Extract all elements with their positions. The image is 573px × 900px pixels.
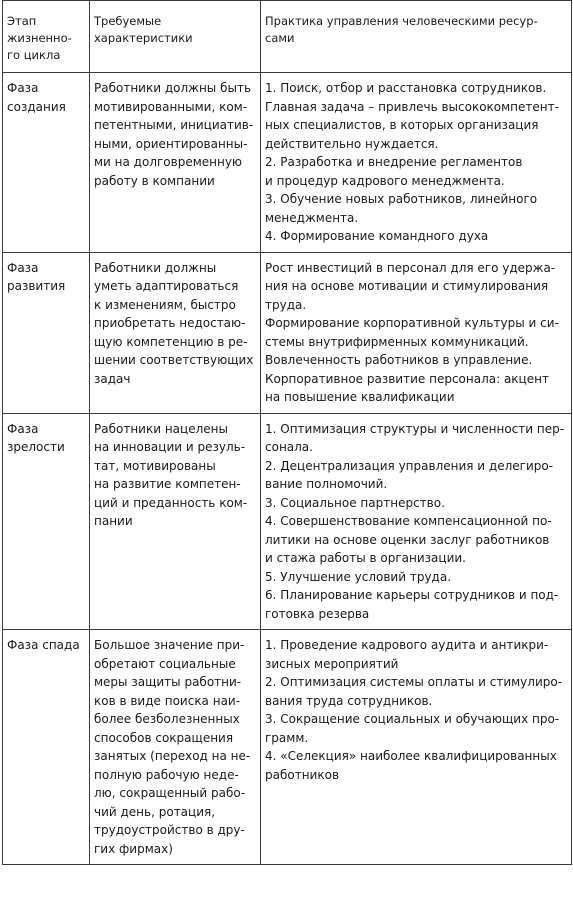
text-line: и процедур кадрового менеджмента.	[265, 173, 505, 188]
text-line: зисных мероприятий	[265, 656, 399, 671]
traits-cell	[90, 630, 261, 865]
traits-cell	[90, 73, 261, 253]
text-line: к изменениям, быстро	[94, 297, 236, 312]
text-line: меры защиты работни-	[94, 675, 242, 689]
text-line: тат, мотивированы	[94, 458, 216, 473]
table-row	[3, 252, 572, 413]
text-line: более безболезненных	[94, 712, 240, 726]
text-line: щую компетенцию в ре-	[94, 334, 248, 349]
text-line: стемы внутрифирменных коммуникаций.	[265, 334, 529, 349]
text-line: на инновации и резуль-	[94, 440, 246, 454]
text-line: на развитие компетен-	[94, 477, 241, 491]
text-line: Вовлеченность работников в управление.	[265, 353, 533, 367]
text-line: ций и преданность ком-	[94, 495, 248, 510]
text-line: менеджмента.	[265, 210, 359, 225]
practice-cell	[261, 630, 572, 865]
header-practice	[261, 1, 572, 73]
text-line: сонала.	[265, 440, 313, 454]
table-header	[3, 1, 572, 73]
text-line: Формирование корпоративной культуры и си-	[265, 316, 559, 330]
text-line: Работники нацелены	[94, 421, 228, 436]
text-line: Этап	[7, 14, 37, 28]
text-line: 1. Проведение кадрового аудита и антикри-	[265, 638, 549, 652]
stage-cell	[3, 252, 90, 413]
text-line: уметь адаптироваться	[94, 279, 239, 293]
text-line: ных специалистов, в которых организация	[265, 118, 539, 132]
practice-cell	[261, 73, 572, 253]
text-line: обретают социальные	[94, 656, 236, 671]
text-line: ков в виде поиска наи-	[94, 693, 241, 708]
text-line: 3. Обучение новых работников, линейного	[265, 192, 538, 206]
text-line: ния на основе мотивации и стимулирования	[265, 279, 549, 293]
text-line: мотивированными, ком-	[94, 99, 248, 114]
stage-cell	[3, 630, 90, 865]
table-row	[3, 73, 572, 253]
text-line: 3. Сокращение социальных и обучающих про-	[265, 712, 560, 726]
header-stage	[3, 1, 90, 73]
text-line: Работники должны быть	[94, 81, 252, 95]
text-line: и стажа работы в организации.	[265, 551, 466, 565]
text-line: вания труда сотрудников.	[265, 693, 433, 708]
text-line: действительно нуждается.	[265, 136, 439, 151]
text-line: го цикла	[7, 48, 61, 62]
text-line: ными, ориентированны-	[94, 136, 248, 151]
traits-cell	[90, 252, 261, 413]
text-line: Фаза	[7, 260, 39, 275]
text-line: работников	[265, 767, 340, 782]
text-line: 2. Оптимизация системы оплаты и стимулиро-	[265, 675, 563, 689]
text-line: занятых (переход на не-	[94, 749, 251, 763]
text-line: чий день, ротация,	[94, 804, 216, 819]
text-line: Работники должны	[94, 260, 217, 275]
text-line: 2. Децентрализация управления и делегиро-	[265, 458, 554, 473]
text-line: сами	[265, 31, 295, 45]
text-line: характеристики	[94, 31, 193, 45]
text-line: Фаза	[7, 421, 39, 436]
text-line: труда.	[265, 297, 307, 312]
practice-cell	[261, 413, 572, 630]
stage-cell	[3, 413, 90, 630]
text-line: Практика управления человеческими ресур-	[265, 14, 538, 28]
text-line: 4. Формирование командного духа	[265, 229, 489, 243]
text-line: 4. Совершенствование компенсационной по-	[265, 514, 552, 528]
text-line: 1. Поиск, отбор и расстановка сотрудников.	[265, 81, 547, 95]
text-line: Требуемые	[94, 14, 162, 28]
text-line: 6. Планирование карьеры сотрудников и под-	[265, 588, 559, 602]
text-line: трудоустройство в дру-	[94, 823, 245, 837]
text-line: шении соответствующих	[94, 353, 254, 367]
text-line: зрелости	[7, 440, 65, 454]
table-row	[3, 630, 572, 865]
text-line: грамм.	[265, 730, 309, 745]
text-line: готовка резерва	[265, 606, 370, 621]
text-line: развития	[7, 279, 66, 293]
text-line: 3. Социальное партнерство.	[265, 495, 445, 510]
text-line: 5. Улучшение условий труда.	[265, 569, 452, 584]
text-line: петентными, инициатив-	[94, 118, 254, 132]
text-line: Главная задача – привлечь высококомпетент-	[265, 99, 559, 114]
text-line: работу в компании	[94, 173, 215, 188]
header-row	[3, 1, 572, 73]
text-line: ми на долговременную	[94, 155, 243, 169]
text-line: задач	[94, 371, 131, 386]
text-line: Фаза	[7, 81, 39, 95]
header-traits	[90, 1, 261, 73]
text-line: приобретать недостаю-	[94, 316, 246, 330]
text-line: Большое значение при-	[94, 638, 245, 652]
text-line: Фаза спада	[7, 638, 80, 652]
lifecycle-hr-table	[2, 0, 572, 865]
text-line: Корпоративное развитие персонала: акцент	[265, 371, 549, 386]
table-body	[3, 73, 572, 865]
text-line: жизненно-	[7, 31, 72, 45]
text-line: 2. Разработка и внедрение регламентов	[265, 155, 523, 169]
text-line: литики на основе оценки заслуг работников	[265, 532, 550, 547]
text-line: 1. Оптимизация структуры и численности пер-	[265, 421, 565, 436]
text-line: создания	[7, 99, 66, 114]
text-line: способов сокращения	[94, 730, 234, 745]
table-row	[3, 413, 572, 630]
traits-cell	[90, 413, 261, 630]
text-line: пании	[94, 514, 133, 528]
text-line: 4. «Селекция» наиболее квалифицированных	[265, 749, 557, 763]
text-line: полную рабочую неде-	[94, 767, 239, 782]
text-line: Рост инвестиций в персонал для его удержа-	[265, 260, 556, 275]
text-line: вание полномочий.	[265, 477, 388, 491]
stage-cell	[3, 73, 90, 253]
practice-cell	[261, 252, 572, 413]
text-line: на повышение квалификации	[265, 390, 455, 404]
text-line: гих фирмах)	[94, 841, 173, 856]
text-line: лю, сокращенный рабо-	[94, 786, 246, 800]
